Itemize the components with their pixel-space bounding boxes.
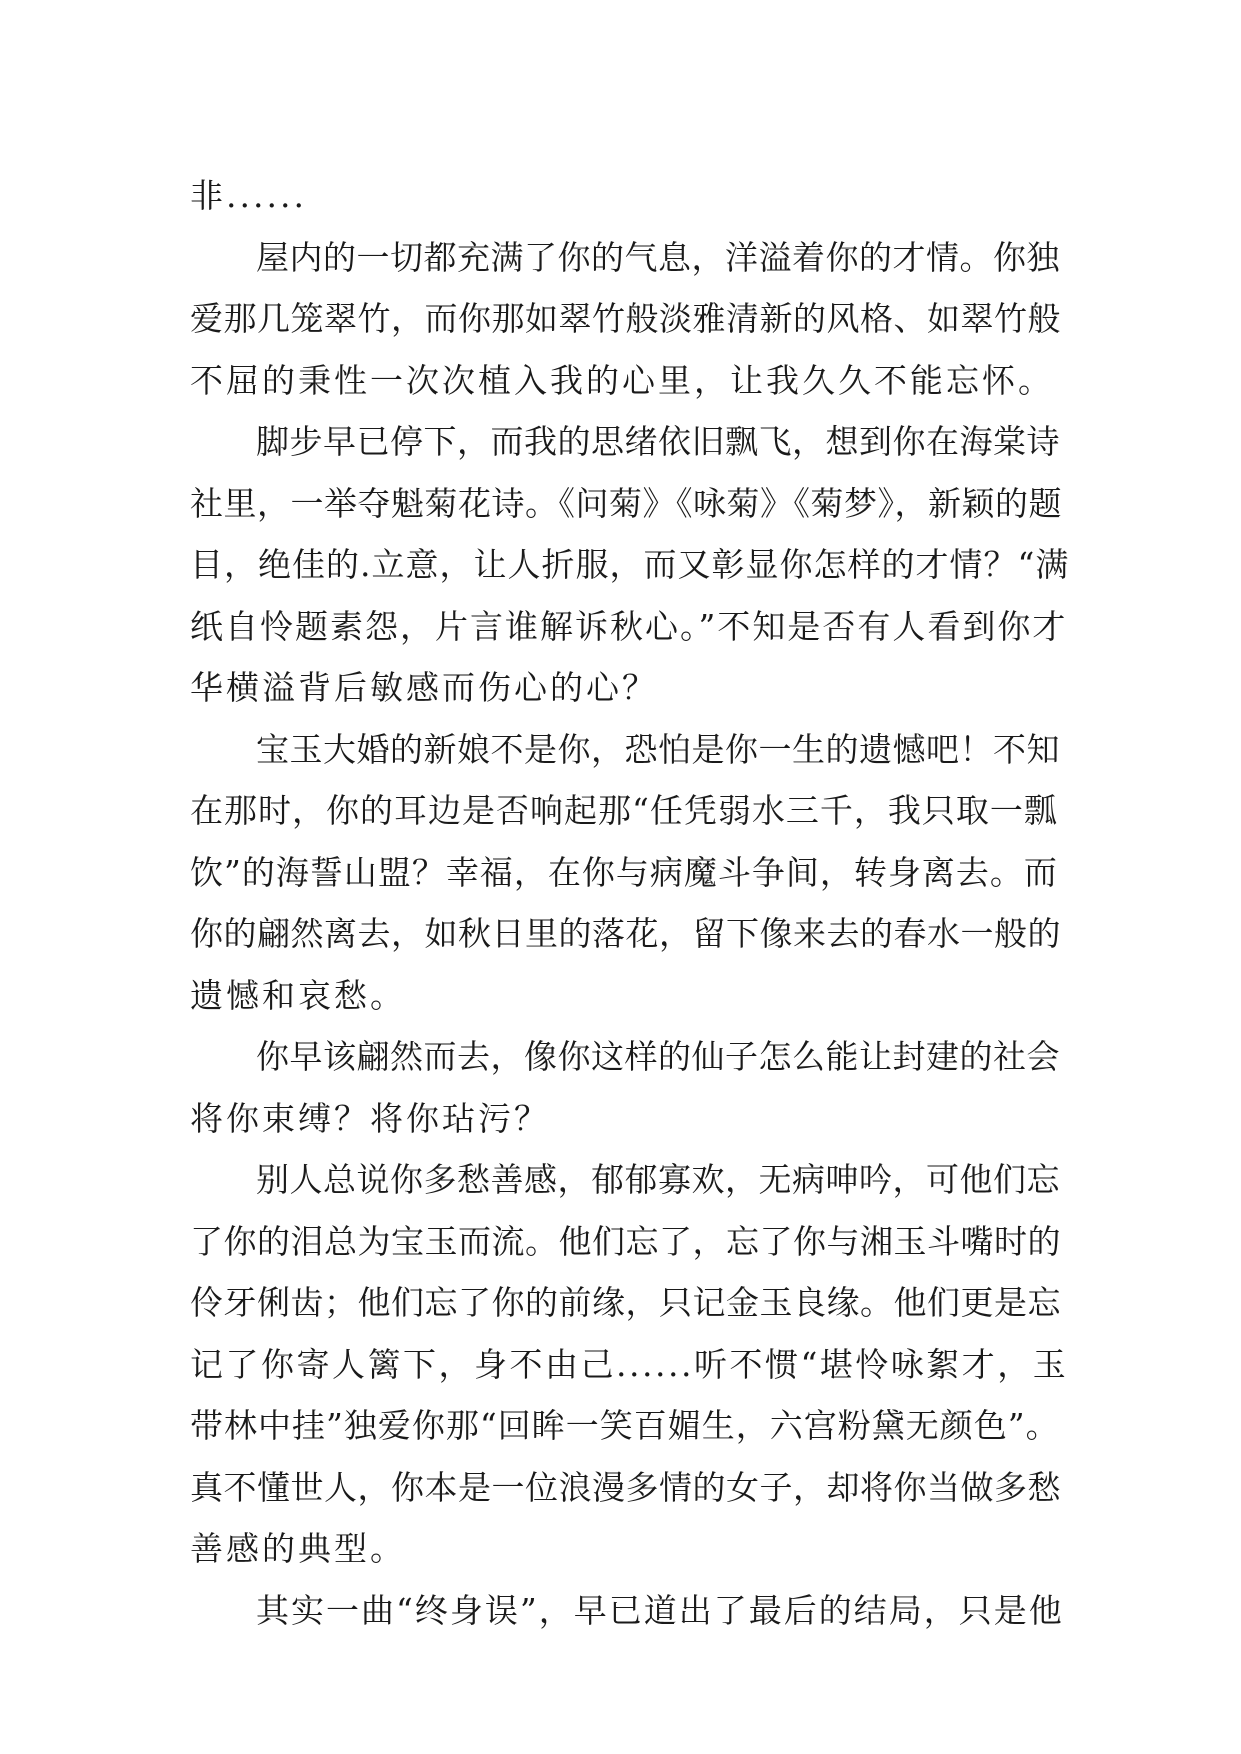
text-line: 不屈的秉性一次次植入我的心里，让我久久不能忘怀。 xyxy=(190,360,1054,400)
text-line: 善感的典型。 xyxy=(190,1529,406,1568)
text-line: 你的翩然离去，如秋日里的落花，留下像来去的春水一般的 xyxy=(190,914,1061,953)
text-line: 带林中挂”独爱你那“回眸一笑百媚生，六宫粉黛无颜色”。 xyxy=(190,1406,1060,1445)
text-line: 宝玉大婚的新娘不是你，恐怕是你一生的遗憾吧！不知 xyxy=(256,729,1060,769)
text-line: 记了你寄人篱下，身不由己......听不惯“堪怜咏絮才，玉 xyxy=(190,1344,1069,1384)
text-line: 非...... xyxy=(190,176,307,215)
text-line: 遗憾和哀愁。 xyxy=(190,975,406,1015)
text-line: 将你束缚？将你玷污？ xyxy=(190,1098,550,1138)
text-line: 爱那几笼翠竹，而你那如翠竹般淡雅清新的风格、如翠竹般 xyxy=(190,299,1061,338)
text-line: 其实一曲“终身误”，早已道出了最后的结局，只是他 xyxy=(256,1590,1064,1630)
text-line: 华横溢背后敏感而伤心的心？ xyxy=(190,668,658,707)
text-line: 了你的泪总为宝玉而流。他们忘了，忘了你与湘玉斗嘴时的 xyxy=(190,1221,1061,1261)
text-line: 你早该翩然而去，像你这样的仙子怎么能让封建的社会 xyxy=(256,1037,1060,1076)
body-text xyxy=(190,165,1070,1641)
text-line: 社里，一举夺魁菊花诗。《问菊》《咏菊》《菊梦》，新颖的题 xyxy=(190,483,1062,523)
text-line: 屋内的一切都充满了你的气息，洋溢着你的才情。你独 xyxy=(256,237,1060,277)
text-line: 饮”的海誓山盟？幸福，在你与病魔斗争间，转身离去。而 xyxy=(190,852,1058,892)
text-line: 纸自怜题素怨，片言谁解诉秋心。”不知是否有人看到你才 xyxy=(190,606,1068,646)
text-line: 真不懂世人，你本是一位浪漫多情的女子，却将你当做多愁 xyxy=(190,1467,1061,1507)
text-line: 目，绝佳的.立意，让人折服，而又彰显你怎样的才情？“满 xyxy=(190,545,1070,584)
text-line: 脚步早已停下，而我的思绪依旧飘飞，想到你在海棠诗 xyxy=(256,422,1060,461)
text-line: 在那时，你的耳边是否响起那“任凭弱水三千，我只取一瓢 xyxy=(190,791,1058,830)
text-line: 伶牙俐齿；他们忘了你的前缘，只记金玉良缘。他们更是忘 xyxy=(190,1283,1061,1322)
text-line: 别人总说你多愁善感，郁郁寡欢，无病呻吟，可他们忘 xyxy=(256,1160,1060,1199)
